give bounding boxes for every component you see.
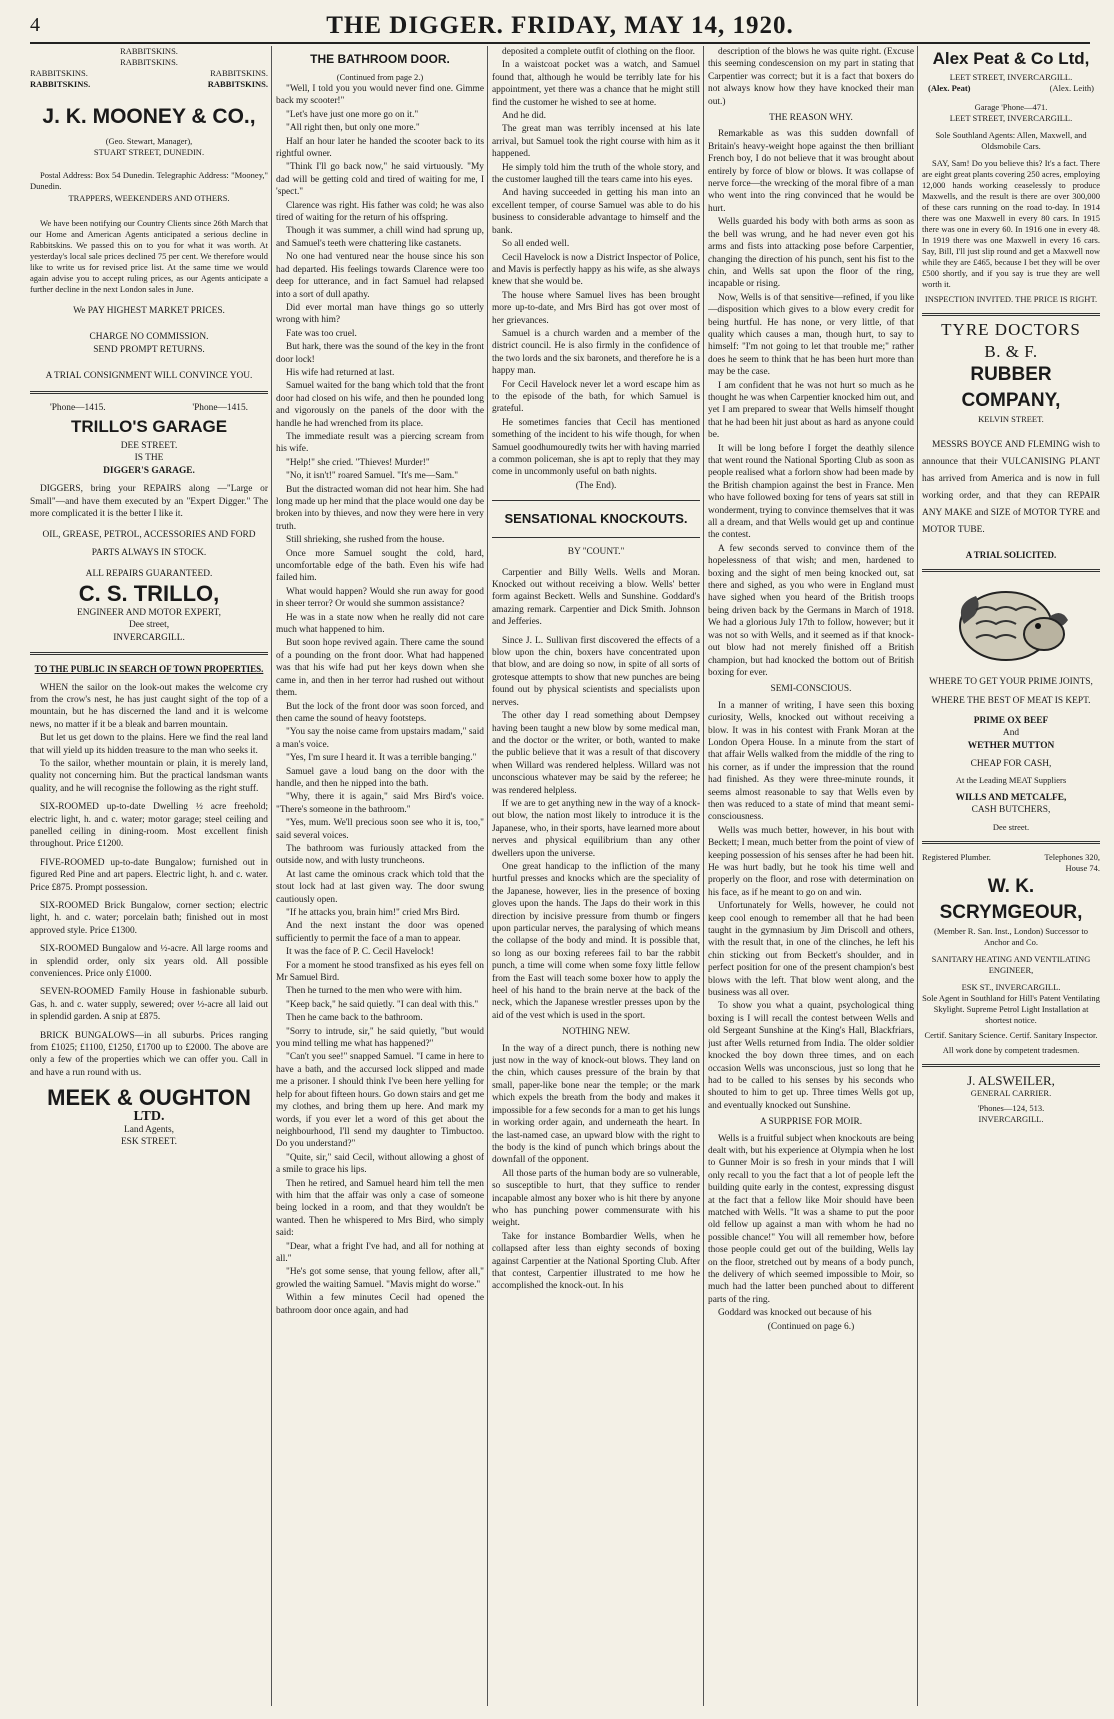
paragraph: Then he came back to the bathroom. [286,1013,423,1024]
ad-text: RABBITSKINS. [30,68,88,78]
paragraph: Samuel gave a loud bang on the door with the handle, and then he nipped into the bath. [276,766,484,789]
ad-text: At the Leading MEAT Suppliers [955,774,1067,785]
paragraph: "Yes, I'm sure I heard it. It was a terrible banging." [286,753,477,764]
paragraph: "Quite, sir," said Cecil, without allowing a ghost of a smile to grace his lips. [276,1152,484,1176]
divider [30,391,268,394]
ad-text: WILLS AND METCALFE, [955,792,1067,803]
paragraph: Then he retired, and Samuel heard him tell the men with him that the affair was only a case of someone being locked in a room, and that they wouldn't be wanted. Then he whispered to Mrs Bird, who simply said: [276,1178,484,1239]
divider [922,841,1100,844]
sheep-head-icon [946,580,1076,670]
column-5 [922,46,1100,1706]
paragraph: "You say the noise came from upstairs madam," said a man's voice. [276,727,484,750]
paragraph: Goddard was knocked out because of his [718,1308,872,1319]
ad-text: WHEN the sailor on the look-out makes the welcome cry from the crow's nest, he has just caught sight of the top of a mountain, but he has discerned the land and it is welcome news, no matter if it be a bleak and barren mountain. [30,682,268,730]
divider [922,313,1100,316]
ad-text: CASH BUTCHERS, [971,805,1051,816]
subheading: THE REASON WHY. [769,113,853,124]
column-rule [487,46,488,1706]
listing-item: SIX-ROOMED Bungalow and ½-acre. All large rooms and in splendid order, only six years old. All possible conveniences. Price only £1000. [30,944,268,980]
listing-item: FIVE-ROOMED up-to-date Bungalow; furnished out in figured Red Pine and art papers. Electric light, h. and c. water. Price £875. Prompt possession. [30,857,268,893]
alsweiler-ad [922,1075,1100,1124]
column-rule [917,46,918,1706]
ad-text: 'Phone—1415. [192,402,248,413]
paragraph: But the lock of the front door was soon forced, and then came the sound of heavy footsteps. [276,701,484,724]
article-body [276,83,484,1317]
ad-text: CHEAP FOR CASH, [970,759,1052,770]
ad-text: Registered Plumber. [922,852,991,863]
subheading: NOTHING NEW. [562,1027,630,1038]
ad-text: TRAPPERS, WEEKENDERS AND OTHERS. [68,193,230,203]
article-body [708,128,914,679]
paragraph: The great man was terribly incensed at his late arrival, but Samuel took the right course with him as it happened. [492,124,700,160]
paragraph: "Dear, what a fright I've had, and all for nothing at all." [276,1241,484,1264]
paragraph: And the next instant the door was opened sufficiently to permit the face of a man to appear. [276,921,484,944]
article-body [708,700,914,1112]
article-body [708,46,914,108]
paragraph: "All right then, but only one more." [286,123,420,134]
ad-text: And [1002,728,1020,739]
ad-text: LEET STREET, INVERCARGILL. [949,72,1073,82]
ad-text: OIL, GREASE, PETROL, ACCESSORIES AND FORD PARTS ALWAYS IN STOCK. [42,530,256,559]
paragraph: And he did. [502,111,547,122]
paragraph: The house where Samuel lives has been brought more up-to-date, and Mrs Bird has got over most of her grievances. [492,290,700,326]
paragraph: Since J. L. Sullivan first discovered the effects of a blow upon the chin, boxers have concentrated upon that blow, and are doing so now, in spite of all sorts of grotesque attempts to show that new punches are being found out by physical scientists and specialists upon nerves. [492,635,700,708]
ad-text: (Geo. Stewart, Manager), [105,136,193,146]
ad-text: Land Agents, [124,1124,174,1135]
article-body [492,635,700,1023]
column-1 [30,46,268,1706]
article-title: SENSATIONAL KNOCKOUTS. [504,511,688,527]
divider [492,500,700,501]
listing-item: BRICK BUNGALOWS—in all suburbs. Prices ranging from £1025; £1100, £1250, £1700 up to £2000. The above are only a few of the properties which we can offer you. Call in and have a run round with us. [30,1030,268,1078]
alex-peat-ad [922,49,1100,305]
ad-text: We have been notifying our Country Clients since 26th March that our Home and American Agents anticipated a serious decline in Rabbitskins. We passed this on to you for what it was worth. At yesterday's local sale prices declined 75 per cent. We therefore would like to write us for revised price list. At the same time we would again advise you to accept ruling prices, as our Agents anticipate a further decline in the next London sales in June. [30,218,268,294]
paragraph: He sometimes fancies that Cecil has mentioned something of the incident to his wife though, for when Samuel goodhumouredly twits her with having married a common policeman, she is apt to reply that they may come in uncommonly useful on bath nights. [492,417,700,478]
ad-heading: Alex Peat & Co Ltd, [932,49,1090,68]
paragraph: For a moment he stood transfixed as his eyes fell on Mr Samuel Bird. [276,960,484,984]
page-number: 4 [30,14,40,36]
ad-heading: B. & F. [984,342,1038,362]
subheading: A SURPRISE FOR MOIR. [759,1117,863,1128]
ad-text: RABBITSKINS. [30,79,91,89]
ad-text: INVERCARGILL. [978,1113,1044,1124]
ad-text: PRIME OX BEEF [973,716,1049,727]
paragraph: Clarence was right. His father was cold; he was also tired of waiting for the return of his offspring. [276,200,484,224]
paragraph: Unfortunately for Wells, however, he could not keep cool enough to remember all that he had been taught in the gymnasium by Jim Driscoll and others, with the result that, in one of the clinches, he left his chin sticking out from Beckett's shoulder, and in perfect position for one of the present champion's best blows with the left. That blow went along, and the business was all over. [708,901,914,999]
paragraph: Cecil Havelock is now a District Inspector of Police, and Mavis is perfectly happy as his wife, as she always knew that she would be. [492,252,700,288]
paragraph: Then he turned to the men who were with him. [286,986,462,997]
ad-text: RABBITSKINS. [210,68,268,78]
butcher-ad [922,580,1100,833]
paragraph: "Help!" she cried. "Thieves! Murder!" [286,457,430,468]
ad-text: A TRIAL CONSIGNMENT WILL CONVINCE YOU. [45,371,253,382]
paragraph: "Sorry to intrude, sir," he said quietly, "but would you mind telling me what has happened?" [276,1026,484,1050]
paragraph: The bathroom was furiously attacked from the outside now, and with lusty truncheons. [276,843,484,867]
ad-text: (Member R. San. Inst., London) Successor to Anchor and Co. [934,926,1088,948]
ad-text: Dee street, [128,620,170,631]
column-2 [276,46,484,1706]
paragraph: "Let's have just one more go on it." [286,109,419,120]
ad-text: INSPECTION INVITED. THE PRICE IS RIGHT. [924,294,1098,304]
article-body [492,46,700,479]
rubber-company-ad [922,320,1100,561]
ad-text: (Alex. Leith) [1049,83,1094,93]
ad-heading: MEEK & OUGHTON [47,1085,251,1111]
paragraph: But hark, there was the sound of the key in the front door lock! [276,342,484,365]
ad-heading: RUBBER COMPANY, [961,363,1061,411]
ad-text: Telephones 320, House 74. [1044,852,1100,874]
ad-text: MESSRS BOYCE AND FLEMING wish to announce that their VULCANISING PLANT has arrived from America and is now in full working order, and that they can REPAIR ANY MAKE and SIZE of MOTOR TYRE and MOTOR TUBE. [922,439,1100,535]
ad-heading: W. K. SCRYMGEOUR, [939,876,1083,924]
paragraph: "Can't you see!" snapped Samuel. "I came in here to have a bath, and the accursed lock slipped and made me a prisoner. I should think I've been here yelling for help for about fifteen hours. Go down stairs and get me my clothes, and bring them up here. And mark my words, if you ever let a word of this get about the neighbourhood, I'll send my daughter to Timbuctoo. Do you understand?" [276,1052,484,1150]
divider [30,652,268,655]
article-note: (The End). [575,480,617,491]
paragraph: Wells guarded his body with both arms as soon as the bell was wrung, and he had never even got his arms and fists into attacking pose before Carpentier, changing the direction of his punch, sent his fist to the chin, and Wells sat upon the floor of the ring, incapable or rising. [708,217,914,290]
paragraph: To show you what a quaint, psychological thing boxing is I will recall the contest between Wells and old Sergeant Sunshine at the King's Hall, Blackfriars, just after Wells returned from India. The older soldier knocked the boy down three times, and on each occasion Wells was unconscious, just so long that he had to be called to his senses by his seconds who shouted to him to get up. Three times Wells got up, and eventually knocked out Sunshine. [708,1001,914,1111]
firm-name: J. K. MOONEY & CO., [42,105,256,128]
ad-text: But let us get down to the plains. Here we find the real land that will yield up its hidden treasure to the man who seeks it. [30,733,268,756]
ad-heading: C. S. TRILLO, [78,580,220,606]
paragraph: "Well, I told you you would never find one. Gimme back my scooter!" [276,84,484,107]
ad-text: SANITARY HEATING AND VENTILATING ENGINEER, [931,954,1091,976]
ad-text: Sole Agent in Southland for Hill's Patent Ventilating Skylight. Supreme Petrol Light Installation at shortest notice. [922,993,1100,1026]
paragraph: Half an hour later he handed the scooter back to its rightful owner. [276,136,484,160]
ad-text: STUART STREET, DUNEDIN. [93,147,205,157]
ad-text: ESK STREET. [120,1137,178,1148]
paragraph: Still shrieking, she rushed from the house. [286,535,445,546]
paragraph: His wife had returned at last. [286,367,395,378]
masthead [30,8,1090,44]
paragraph: description of the blows he was quite right. (Excuse this seeming condescension on my part in stating that Carpentier was correct; but it is a fact that boxers do not always know how they have knocked their man out.) [708,47,914,107]
ad-text: SEND PROMPT RETURNS. [93,344,205,355]
column-rule [271,46,272,1706]
paragraph: And having succeeded in getting his man into an excellent temper, of course Samuel was able to do his business to considerable advantage to himself and the bank. [492,188,700,236]
article-body [708,1133,914,1320]
page-title: THE DIGGER. FRIDAY, MAY 14, 1920. [326,12,794,39]
property-ad [30,663,268,1148]
ad-text: LTD. [133,1109,165,1125]
scrymgeour-ad [922,852,1100,1056]
paragraph: "Keep back," he said quietly. "I can deal with this." [286,999,479,1010]
article-note: (Continued on page 6.) [767,1321,855,1332]
subheading: SEMI-CONSCIOUS. [770,684,852,695]
ad-text: DEE STREET. [120,441,178,452]
paragraph: Remarkable as was this sudden downfall of Britain's heavy-weight hope against the then brilliant French boy, I do not believe that it was brought about entirely by force of blow or blows. It was collapse of nerve force—the wrecking of the moral fibre of a man who went into the ring convinced that he would be hurt. [708,129,914,214]
paragraph: Fate was too cruel. [286,328,357,339]
ad-text: All work done by competent tradesmen. [942,1045,1080,1056]
paragraph: Now, Wells is of that sensitive—refined, if you like—disposition which gives to a blow every credit for being hurtful. He has none, or very little, of that quality which causes a man, though hurt, to say to himself: "I'm not going to let that trouble me;" rather does he seem to think that he has been hurt more than may be the case. [708,292,914,378]
ad-text: To the sailor, whether mountain or plain, it is merely land, quality not concerning him. But the practical landsman wants quality, and he will recognise the following as the right stuff. [30,758,268,794]
ad-heading: TO THE PUBLIC IN SEARCH OF TOWN PROPERTIES. [34,664,264,675]
ad-text: DIGGERS, bring your REPAIRS along —"Large or Small"—and have them executed by an "Expert Digger." The more complicated it is the better I like it. [30,484,268,520]
paragraph: The immediate result was a piercing scream from his wife. [276,431,484,455]
paragraph: "Yes, mum. We'll precious soon see who it is, too," said several voices. [276,818,484,841]
paragraph: "Why, there it is again," said Mrs Bird's voice. "There's someone in the bathroom." [276,792,484,815]
ad-text: RABBITSKINS. [207,79,268,89]
paragraph: If we are to get anything new in the way of a knock-out blow, the nation most likely to introduce it is the Japanese, who, in their sports, have learned more about nerves and physical equilibrium than any other dwellers upon the universe. [492,798,700,859]
ad-text: DIGGER'S GARAGE. [103,465,195,476]
ad-text: WHERE THE BEST OF MEAT IS KEPT. [931,695,1091,706]
ad-text: Dee street. [992,822,1030,833]
paragraph: Samuel is a church warden and a member of the district council. He is also firmly in the confidence of the two lords and the six baronets, and therefore he is a happy man. [492,328,700,377]
ad-text: CHARGE NO COMMISSION. [89,332,209,343]
listing-item: SEVEN-ROOMED Family House in fashionable suburb. Gas, h. and c. water supply, sewered; over ½-acre all laid out in splendid garden. A snip at £875. [30,987,268,1023]
divider [492,537,700,538]
paragraph: At last came the ominous crack which told that the stout lock had at last given way. The door swung cautiously open. [276,869,484,905]
ad-text: INVERCARGILL. [113,632,185,643]
ad-text: RABBITSKINS. [120,57,178,67]
paragraph: "If he attacks you, brain him!" cried Mrs Bird. [286,908,460,918]
ad-text: ESK ST., INVERCARGILL. [961,982,1061,993]
divider [922,569,1100,572]
paragraph: In a waistcoat pocket was a watch, and Samuel found that, although he would be terribly late for his appointment, yet there was a chance that he might still find the customer he wished to see at home. [492,60,700,108]
ad-text: WETHER MUTTON [967,740,1055,751]
ad-text: (Alex. Peat) [928,83,971,93]
paragraph: A few seconds served to convince them of the hopelessness of that wish; and men, hardened to boxing and the sight of men being knocked out, sat there and sighed, as you who were in England must have sighed when you heard of the British troops being driven back by the Germans in March of 1918. We had a glorious July 17th to follow, however; but it was not so with Wells, and it seemed as if that knock-out blow had not merely finished off a British champion, but had knocked the bottom out of British boxing for ever. [708,543,914,678]
rabbitskins-ad [30,46,268,383]
ad-text: KELVIN STREET. [978,413,1044,424]
paragraph: "He's got some sense, that young fellow, after all," growled the waiting Samuel. "Mavis might do worse." [276,1267,484,1290]
paragraph: Once more Samuel sought the cold, hard, uncomfortable edge of the bath. Even his wife had failed him. [276,548,484,584]
paragraph: Though it was summer, a chill wind had sprung up, and Samuel's teeth were chattering like castanets. [276,226,484,249]
paragraph: It will be long before I forget the deathly silence that went round the National Sporting Club as soon as people realised what a forlorn show had been made by the British champion against the best in France. Men who have followed boxing for tens of years sat still in wonderment, trying to convince themselves that it was all a dream, and that Wells would get up and continue the contest. [708,443,914,541]
ad-text: 'Phone—1415. [50,402,106,413]
ad-text: Garage 'Phone—471. [974,102,1048,112]
paragraph: Take for instance Bombardier Wells, when he collapsed after less than eighty seconds of boxing against Carpentier at the National Sporting Club. After that contest, Carpentier illustrated to me how he accomplished the knock-out. In his [492,1231,700,1292]
paragraph: So all ended well. [502,239,570,250]
column-3 [492,46,700,1706]
ad-text: Sole Southland Agents: Allen, Maxwell, and Oldsmobile Cars. [935,130,1087,151]
paragraph: No one had ventured near the house since his son had departed. His feelings towards Clarence were too deep for utterance, and in fact Samuel had relapsed into a sort of dull apathy. [276,252,484,300]
divider [922,1064,1100,1067]
paragraph: All those parts of the human body are so vulnerable, so susceptible to hurt, that they suffice to render incapable almost any boxer who is hit there by anyone who has punching power commensurate with his weight. [492,1168,700,1229]
paragraph: But soon hope revived again. There came the sound of a pounding on the front door. What had happened was that his wife had put her keys down when she came in, and then in her terror had rushed out without them. [276,638,484,699]
paragraph: Did ever mortal man have things go so utterly wrong with him? [276,302,484,326]
paragraph: It was the face of P. C. Cecil Havelock! [286,947,434,958]
byline: BY "COUNT." [567,547,625,558]
paragraph: For Cecil Havelock never let a word escape him as to the episode of the bath, for which Samuel is grateful. [492,379,700,415]
ad-heading: TYRE DOCTORS [941,320,1081,339]
ad-text: IS THE [134,453,164,464]
paragraph: But the distracted woman did not hear him. She had long made up her mind that the place would one day be broken into by thieves, and now they were here in very truth. [276,484,484,532]
ad-text: ENGINEER AND MOTOR EXPERT, [77,607,221,618]
paragraph: What would happen? Would she run away for good in sheer terror? Or would she summon assistance? [276,586,484,610]
trillo-ad [30,402,268,644]
ad-heading: J. ALSWEILER, [967,1073,1055,1089]
paragraph: "Think I'll go back now," he said virtuously. "My dad will be getting cold and tired of waiting for me, I 'spect." [276,162,484,198]
article-title: THE BATHROOM DOOR. [310,52,450,66]
ad-text: SAY, Sam! Do you believe this? It's a fact. There are eight great plants covering 250 acres, employing 12,000 hands working ceaselessly to produce Maxwells, and the result is there are over 300,000 of these cars running on the road to-day. In 1914 there was one Maxwell in every 80 cars. In 1915 there was one in every 60. In 1916 one in every 48. In 1919 there was one Maxwell in every 16 cars. Say, Bill, I'll just slip round and get a Maxwell now while they are £465, because I bet they will be over £500 shortly, and if you say is true they are well worth it. [922,158,1100,289]
article-body [492,1043,700,1293]
ad-text: RABBITSKINS. [120,46,178,56]
paragraph: In the way of a direct punch, there is nothing new just now in the way of knock-out blows. They land on the chin, which causes pressure of the brain by that small, paper-like bone near the temple; or the mark which expels the breath from the body and makes it impossible for a few seconds for a man to get his lungs in working order again, and underneath the heart. In the last-named case, an upward blow with the right to the body is the kind of punch which brings about the downfall of the opponent. [492,1043,700,1166]
column-4 [708,46,914,1706]
paragraph: Wells was much better, however, in his bout with Beckett; I mean, much better from the point of view of keeping possession of his senses after he had been hit. He was hurt badly, but he took his time well and properly on the floor, and rose with determination on his face, as if he meant to go on and win. [708,825,914,898]
paragraph: The other day I read something about Dempsey having been taught a new blow by some medical man, and the doctor or the writer, or both, wanted to make the public believe that it was a result of that discovery when Willard was rendered helpless. Willard was not unconscious whatever may be said by the referee; he was rendered helpless. [492,711,700,796]
ad-text: LEET STREET, INVERCARGILL. [949,113,1073,123]
paragraph: He simply told him the truth of the whole story, and the customer laughed till the tears came into his eyes. [492,162,700,186]
paragraph: One great handicap to the infliction of the many hurtful presses and knocks which are the speciality of the Japanese, however, lies in the presence of boxing gloves upon the hands. The Japs do their work in this direction by incisive pressure from thumb or fingers upon particular nerves, the paralysing of which means the collapse of the body and mind. It is possible that, so long as our boxing referees fail to bar the rabbit punch, a time will come when some foxy little fellow from the East will teach some boxer how to apply the heel of his hand to the brain nerve at the back of the neck, which the Japanese wrestler presses upon by the aid of the vest which is used in the sport. [492,861,700,1021]
paragraph: Wells is a fruitful subject when knockouts are being dealt with, but his experience at Olympia when he lost to Gunner Moir is so fresh in your minds that I will only recall to you the fact that a lot of people left the building quite early in the contest, expressing disgust at the fact that a fellow like Moir should have been matched with Wells. "It was a shame to put the poor old fellow up against a man with whom he had no possible chance!" You will all remember how, before those people could get out of the building, Wells lay on the floor, stretched out by means of a body punch, the delivery of which seemed impossible to Moir, so much had the latter been punched about to different parts of the ring. [708,1133,914,1305]
article-intro: Carpentier and Billy Wells. Wells and Moran. Knocked out without receiving a blow. Wells' better form against Beckett. Wells and Sunshine. Goddard's amazing remark. Carpentier and Dick Smith. Johnson and Jefferies. [492,567,700,628]
paragraph: Samuel waited for the bang which told that the front door had closed on his wife, and then he pounded long and vigorously on the panels of the door with the handle he had wrenched from its place. [276,381,484,429]
listing-item: SIX-ROOMED Brick Bungalow, corner section; electric light, h. and c. water; porcelain bath; finished out in most approved style. Price £1300. [30,901,268,936]
listing-item: SIX-ROOMED up-to-date Dwelling ½ acre freehold; electric light, h. and c. water; motor garage; steel ceiling and panelled ceiling in dining-room. Most excellent finish throughout. Price £1200. [30,802,268,850]
ad-heading: TRILLO'S GARAGE [70,417,228,437]
ad-text: WHERE TO GET YOUR PRIME JOINTS, [929,677,1093,688]
ad-text: Postal Address: Box 54 Dunedin. Telegraphic Address: "Mooney," Dunedin. [30,170,268,191]
ad-text: 'Phones—124, 513. [977,1102,1045,1113]
ad-text: GENERAL CARRIER. [970,1087,1052,1098]
paragraph: deposited a complete outfit of clothing on the floor. [502,47,695,57]
column-rule [703,46,704,1706]
article-note: (Continued from page 2.) [336,72,424,82]
paragraph: I am confident that he was not hurt so much as he thought he was when Carpentier knocked him out, and yet I am prepared to swear that Wells himself thought that he had been hit just about as hard as anyone could be. [708,380,914,441]
ad-text: We PAY HIGHEST MARKET PRICES. [73,306,225,316]
ad-text: Certif. Sanitary Science. Certif. Sanitary Inspector. [924,1030,1098,1041]
paragraph: "No, it isn't!" roared Samuel. "It's me—Sam." [286,471,459,482]
paragraph: In a manner of writing, I have seen this boxing curiosity, Wells, knocked out without receiving a blow. It was in his contest with Frank Moran at the London Opera House. In a minute from the start of that affair Wells walked from the middle of the ring to his corner, as if under the impression that the round had finished. As they were three-minute rounds, it seems almost reasonable to say that Wells even by then was reduced to a state of mind that meant semi-consciousness. [708,700,914,823]
paragraph: He was in a state now when he really did not care much what happened to him. [276,612,484,636]
ad-text: A TRIAL SOLICITED. [965,549,1057,560]
ad-text: ALL REPAIRS GUARANTEED. [85,569,213,580]
paragraph: Within a few minutes Cecil had opened the bathroom door once again, and had [276,1293,484,1316]
